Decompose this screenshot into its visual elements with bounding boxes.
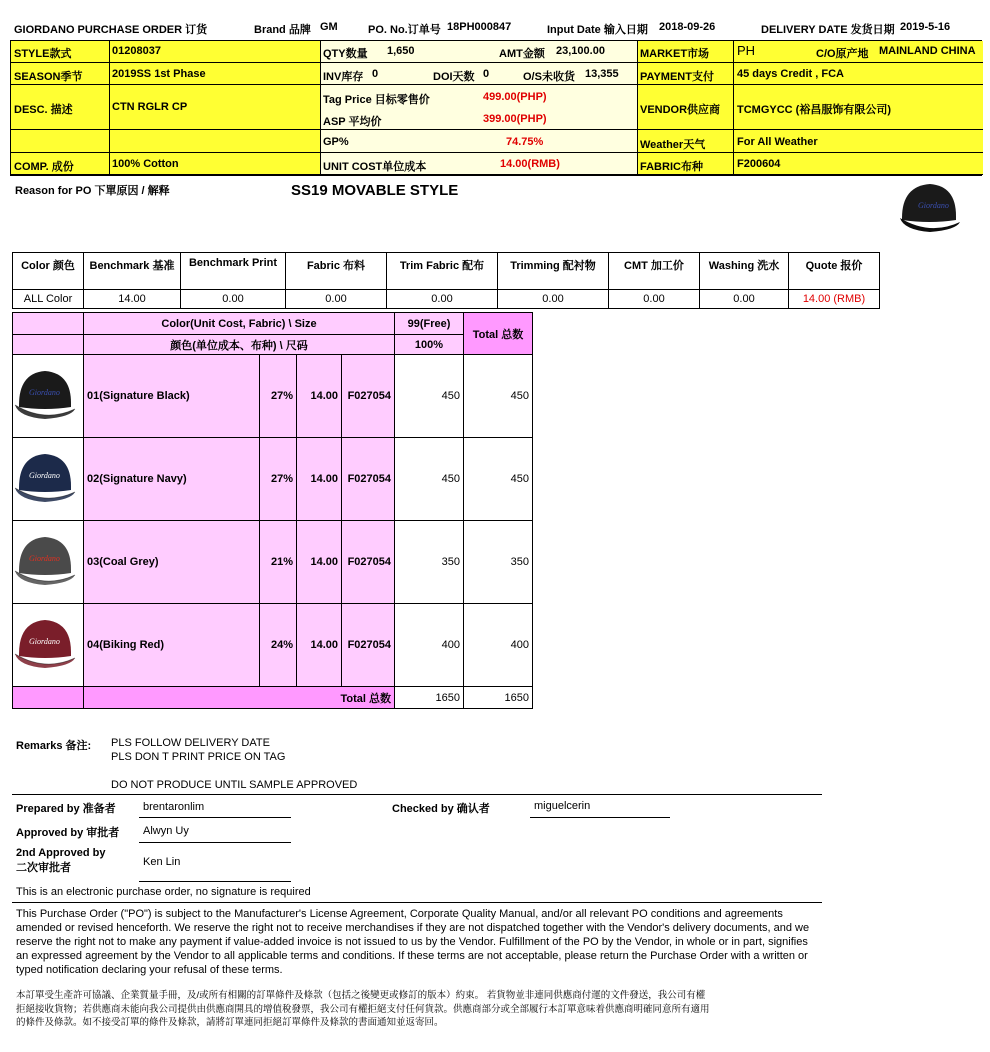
market-label: MARKET市场 xyxy=(640,48,710,60)
row-total: 350 xyxy=(464,521,533,604)
row-total: 400 xyxy=(464,604,533,687)
row-color: 04(Biking Red) xyxy=(84,604,260,687)
row-qty: 450 xyxy=(395,438,464,521)
row-fabric: F027054 xyxy=(342,521,395,604)
style-value: 01208037 xyxy=(112,45,161,57)
cap-thumbnail xyxy=(13,355,84,438)
row-fabric: F027054 xyxy=(342,438,395,521)
size-footer-total: 1650 xyxy=(464,687,533,709)
terms-line: amended or revised henceforth. We reserve the right not to receive merchandises if they are not dispatched together with the Vendor's delivery documents, and we xyxy=(16,922,810,934)
table-row xyxy=(13,521,533,604)
market-value: PH xyxy=(737,43,756,58)
electronic-note: This is an electronic purchase order, no signature is required xyxy=(16,886,311,898)
doi-label: DOI天数 xyxy=(433,71,475,83)
cost-header-trim-fabric: Trim Fabric 配布 xyxy=(387,253,498,290)
second-approved-label: 2nd Approved by xyxy=(16,847,106,859)
inv-label: INV库存 xyxy=(323,71,364,83)
row-pct: 27% xyxy=(260,355,297,438)
cap-thumbnail xyxy=(13,521,84,604)
terms-line: typed notification declaring your refusal of these terms. xyxy=(16,964,283,976)
terms-line: 拒絕接收貨物；若供應商未能向我公司提供由供應商開具的增值稅發票，我公司有權拒絕支付任何貨款。供應商部分或全部履行本訂單意味着供應商明確同意所有適用 xyxy=(16,1003,710,1015)
checked-value: miguelcerin xyxy=(534,800,591,812)
desc-label: DESC. 描述 xyxy=(14,104,73,116)
size-color-table xyxy=(12,312,533,709)
remarks-label: Remarks 备注: xyxy=(16,740,92,752)
divider xyxy=(12,794,822,795)
cost-header-fabric: Fabric 布料 xyxy=(286,253,387,290)
table-row xyxy=(13,355,533,438)
origin-label: C/O原产地 xyxy=(816,48,869,60)
row-color: 02(Signature Navy) xyxy=(84,438,260,521)
second-approved-label-cn: 二次审批者 xyxy=(16,862,71,874)
row-fabric: F027054 xyxy=(342,604,395,687)
size-header-color-cost: Color(Unit Cost, Fabric) \ Size xyxy=(84,313,395,335)
terms-chinese xyxy=(16,989,826,1030)
brand-value: GM xyxy=(320,21,338,33)
second-approved-value: Ken Lin xyxy=(143,856,181,868)
origin-value: MAINLAND CHINA xyxy=(879,45,976,57)
cap-icon xyxy=(13,450,77,506)
cost-cell-fabric: 0.00 xyxy=(286,290,387,309)
cost-header-quote: Quote 报价 xyxy=(789,253,880,290)
size-footer-qty: 1650 xyxy=(395,687,464,709)
row-qty: 350 xyxy=(395,521,464,604)
terms-line: an expressed agreement by the Vendor to all applicable terms and conditions. If these terms are not acceptable, please return the Purchase Order with a written or xyxy=(16,950,808,962)
doi-value: 0 xyxy=(483,68,490,80)
asp-label: ASP 平均价 xyxy=(323,116,382,128)
po-number: 18PH000847 xyxy=(447,21,512,33)
asp-value: 399.00(PHP) xyxy=(483,113,547,125)
gp-label: GP% xyxy=(323,136,349,148)
fabric-value: F200604 xyxy=(737,158,781,170)
remarks-line: PLS DON T PRINT PRICE ON TAG xyxy=(111,751,286,763)
reason-label: Reason for PO 下單原因 / 解释 xyxy=(15,185,170,197)
cap-icon xyxy=(13,533,77,589)
terms-english xyxy=(16,907,809,977)
row-cost: 14.00 xyxy=(297,604,342,687)
row-pct: 21% xyxy=(260,521,297,604)
comp-label: COMP. 成份 xyxy=(14,161,74,173)
cap-icon xyxy=(13,616,77,672)
size-header-total: Total 总数 xyxy=(464,313,533,355)
prepared-value: brentaronlim xyxy=(143,801,205,813)
tag-price-label: Tag Price 目标零售价 xyxy=(323,94,430,106)
cost-cell-cmt: 0.00 xyxy=(609,290,700,309)
gp-value: 74.75% xyxy=(506,136,544,148)
size-header-color-cost-cn: 颜色(单位成本、布种) \ 尺码 xyxy=(84,335,395,355)
unit-cost-label: UNIT COST单位成本 xyxy=(323,161,427,173)
os-label: O/S未收货 xyxy=(523,71,575,83)
unit-cost-value: 14.00(RMB) xyxy=(500,158,560,170)
inv-value: 0 xyxy=(372,68,379,80)
approved-value: Alwyn Uy xyxy=(143,825,189,837)
input-date: 2018-09-26 xyxy=(659,21,716,33)
weather-value: For All Weather xyxy=(737,136,818,148)
cost-cell-benchmark-print: 0.00 xyxy=(181,290,286,309)
vendor-label: VENDOR供应商 xyxy=(640,104,721,116)
os-value: 13,355 xyxy=(585,68,619,80)
cost-header-color: Color 颜色 xyxy=(13,253,84,290)
cost-header-benchmark: Benchmark 基准 xyxy=(84,253,181,290)
svg-text:Giordano: Giordano xyxy=(29,470,60,480)
terms-line: reserve the right not to make any payment if value-added invoice is not issued to us by the Vendor. Fulfillment of the PO by the Vendor, in whole or in part, signifies xyxy=(16,936,808,948)
cost-breakdown-table xyxy=(12,252,880,309)
reason-value: SS19 MOVABLE STYLE xyxy=(291,182,459,199)
weather-label: Weather天气 xyxy=(640,139,706,151)
svg-text:Giordano: Giordano xyxy=(29,387,60,397)
row-color: 01(Signature Black) xyxy=(84,355,260,438)
payment-value: 45 days Credit , FCA xyxy=(737,68,844,80)
row-cost: 14.00 xyxy=(297,438,342,521)
qty-value: 1,650 xyxy=(387,45,415,57)
size-header-pct: 100% xyxy=(395,335,464,355)
svg-text:Giordano: Giordano xyxy=(29,636,60,646)
row-total: 450 xyxy=(464,438,533,521)
svg-text:Giordano: Giordano xyxy=(918,201,949,210)
row-total: 450 xyxy=(464,355,533,438)
cost-header-washing: Washing 洗水 xyxy=(700,253,789,290)
input-date-label: Input Date 输入日期 xyxy=(547,24,648,36)
delivery-date: 2019-5-16 xyxy=(900,21,951,33)
table-row xyxy=(13,438,533,521)
row-qty: 450 xyxy=(395,355,464,438)
terms-line: 本訂單受生產許可協議、企業質量手冊，及/或所有相關的訂單條件及條款（包括之後變更或修訂的版本）約束。 若貨物並非連同供應商付運的文件發送，我公司有權 xyxy=(16,990,706,1001)
cost-cell-quote: 14.00 (RMB) xyxy=(789,290,880,309)
cost-cell-washing: 0.00 xyxy=(700,290,789,309)
terms-line: 的條件及條款。如不接受訂單的條件及條款，請將訂單連同拒絕訂單條件及條款的書面通知並返寄回。 xyxy=(16,1017,444,1028)
cost-cell-color: ALL Color xyxy=(13,290,84,309)
amt-label: AMT金额 xyxy=(499,48,545,60)
cap-thumbnail xyxy=(13,604,84,687)
cost-header-cmt: CMT 加工价 xyxy=(609,253,700,290)
season-label: SEASON季节 xyxy=(14,71,83,83)
row-fabric: F027054 xyxy=(342,355,395,438)
cost-cell-benchmark: 14.00 xyxy=(84,290,181,309)
approved-label: Approved by 审批者 xyxy=(16,827,120,839)
tag-price-value: 499.00(PHP) xyxy=(483,91,547,103)
row-color: 03(Coal Grey) xyxy=(84,521,260,604)
size-footer-label: Total 总数 xyxy=(84,687,395,709)
divider xyxy=(12,902,822,903)
desc-value: CTN RGLR CP xyxy=(112,101,188,113)
po-title: GIORDANO PURCHASE ORDER 订货 xyxy=(14,24,208,36)
size-header-size: 99(Free) xyxy=(395,313,464,335)
cost-cell-trim-fabric: 0.00 xyxy=(387,290,498,309)
vendor-value: TCMGYCC (裕昌服饰有限公司) xyxy=(737,104,891,116)
po-number-label: PO. No.订单号 xyxy=(368,24,441,36)
row-pct: 24% xyxy=(260,604,297,687)
payment-label: PAYMENT支付 xyxy=(640,71,714,83)
cost-cell-trimming: 0.00 xyxy=(498,290,609,309)
cost-header-trimming: Trimming 配衬物 xyxy=(498,253,609,290)
cap-thumbnail xyxy=(13,438,84,521)
terms-line: This Purchase Order ("PO") is subject to the Manufacturer's License Agreement, Corporate Quality Manual, and/or all relevant PO conditions and agreements xyxy=(16,908,783,920)
comp-value: 100% Cotton xyxy=(112,158,179,170)
svg-text:Giordano: Giordano xyxy=(29,553,60,563)
row-cost: 14.00 xyxy=(297,355,342,438)
amt-value: 23,100.00 xyxy=(556,45,605,57)
season-value: 2019SS 1st Phase xyxy=(112,68,206,80)
brand-label: Brand 品牌 xyxy=(254,24,311,36)
remarks-line: DO NOT PRODUCE UNTIL SAMPLE APPROVED xyxy=(111,779,358,791)
fabric-label: FABRIC布种 xyxy=(640,161,703,173)
row-cost: 14.00 xyxy=(297,521,342,604)
style-label: STYLE款式 xyxy=(14,48,72,60)
checked-label: Checked by 确认者 xyxy=(392,803,490,815)
row-qty: 400 xyxy=(395,604,464,687)
delivery-date-label: DELIVERY DATE 发货日期 xyxy=(761,24,895,36)
row-pct: 27% xyxy=(260,438,297,521)
prepared-label: Prepared by 准备者 xyxy=(16,803,116,815)
qty-label: QTY数量 xyxy=(323,48,368,60)
po-info-block xyxy=(10,40,982,176)
cost-header-benchmark-print: Benchmark Print xyxy=(181,253,286,290)
table-row xyxy=(13,604,533,687)
cap-product-image xyxy=(896,178,962,236)
remarks-line: PLS FOLLOW DELIVERY DATE xyxy=(111,737,270,749)
cap-icon xyxy=(13,367,77,423)
